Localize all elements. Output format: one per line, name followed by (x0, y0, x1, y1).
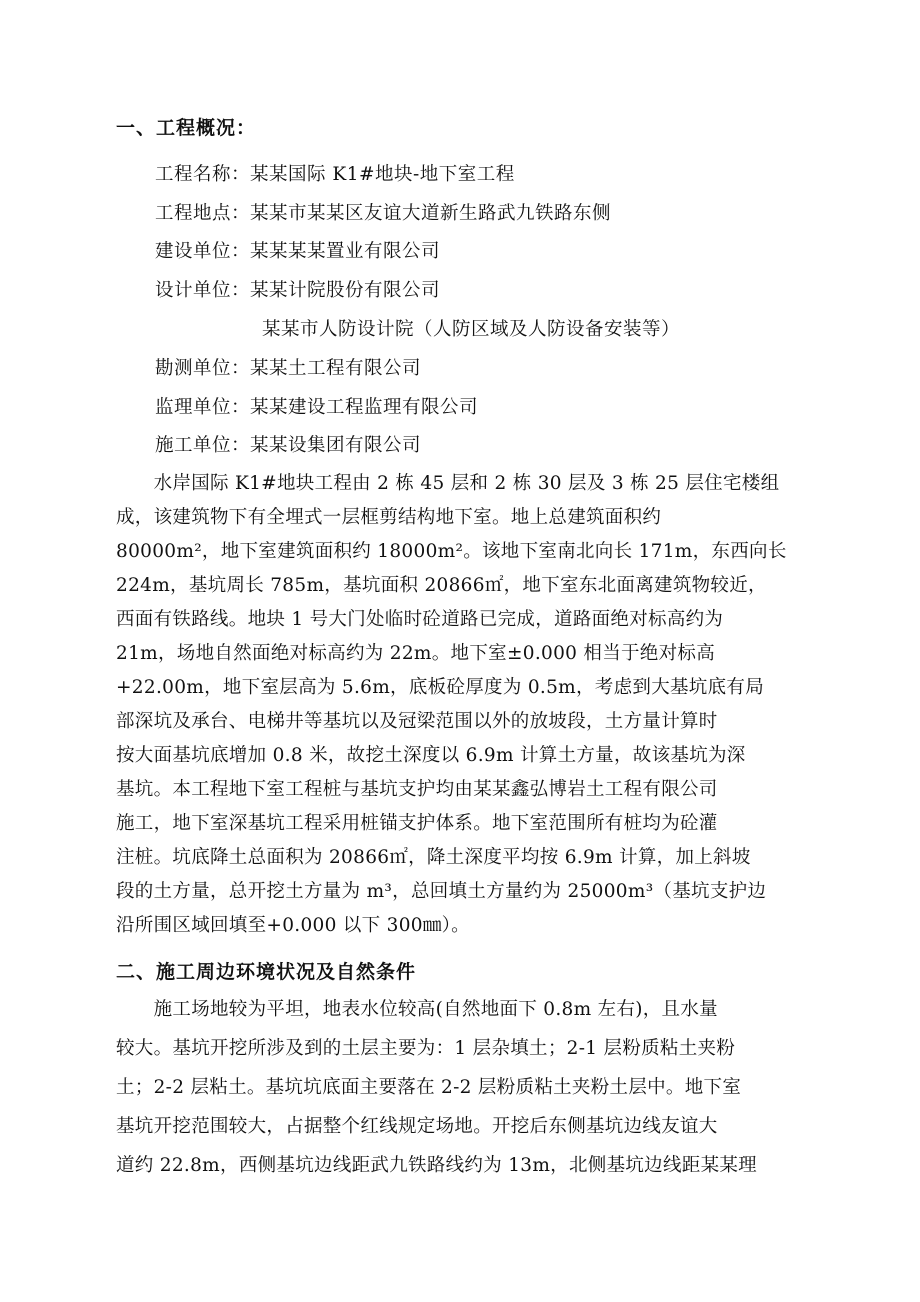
info-value: 某某设集团有限公司 (250, 435, 422, 456)
paragraph-line: 基坑。本工程地下室工程桩与基坑支护均由某某鑫弘博岩土工程有限公司 (116, 779, 718, 800)
paragraph-line: 注桩。坑底降土总面积为 20866㎡，降土深度平均按 6.9m 计算，加上斜坡 (116, 847, 751, 868)
info-label: 工程地点： (155, 203, 251, 224)
section-2-heading: 二、施工周边环境状况及自然条件 (116, 961, 417, 983)
info-label: 监理单位： (155, 397, 251, 418)
paragraph-line: 土；2-2 层粘土。基坑坑底面主要落在 2-2 层粉质粘土夹粉土层中。地下室 (116, 1077, 742, 1098)
info-value: 某某计院股份有限公司 (250, 280, 441, 301)
paragraph-line: 段的土方量，总开挖土方量为 m³，总回填土方量约为 25000m³（基坑支护边 (116, 881, 767, 902)
paragraph-line: 道约 22.8m，西侧基坑边线距武九铁路线约为 13m，北侧基坑边线距某某理 (116, 1155, 757, 1176)
info-design-unit-continued: 某某市人防设计院（人防区域及人防设备安装等） (262, 319, 681, 340)
paragraph-line: 施工场地较为平坦，地表水位较高(自然地面下 0.8m 左右)，且水量 (116, 999, 718, 1020)
paragraph-line: 21m，场地自然面绝对标高约为 22m。地下室±0.000 相当于绝对标高 (116, 643, 715, 664)
paragraph-line: 成，该建筑物下有全埋式一层框剪结构地下室。地上总建筑面积约 (116, 507, 662, 528)
info-value: 某某国际 K1#地块-地下室工程 (250, 164, 515, 185)
info-row-construction-unit (155, 237, 440, 263)
paragraph-line: 西面有铁路线。地块 1 号大门处临时砼道路已完成，道路面绝对标高约为 (116, 609, 724, 630)
info-row-project-location (155, 199, 611, 225)
paragraph-line: 部深坑及承台、电梯井等基坑以及冠梁范围以外的放坡段，土方量计算时 (116, 711, 718, 732)
info-label: 设计单位： (155, 280, 251, 301)
info-label: 施工单位： (155, 435, 251, 456)
info-row-design-unit (155, 276, 440, 302)
info-label: 工程名称： (155, 164, 251, 185)
info-value: 某某土工程有限公司 (250, 358, 422, 379)
paragraph-line: 按大面基坑底增加 0.8 米，故挖土深度以 6.9m 计算土方量，故该基坑为深 (116, 745, 746, 766)
paragraph-line: 224m，基坑周长 785m，基坑面积 20866㎡，地下室东北面离建筑物较近， (116, 575, 767, 596)
paragraph-line: 基坑开挖范围较大，占据整个红线规定场地。开挖后东侧基坑边线友谊大 (116, 1116, 718, 1137)
paragraph-line: +22.00m，地下室层高为 5.6m，底板砼厚度为 0.5m，考虑到大基坑底有局 (116, 677, 764, 698)
paragraph-line: 80000m²，地下室建筑面积约 18000m²。该地下室南北向长 171m，东西向长 (116, 541, 787, 562)
paragraph-line: 沿所围区域回填至+0.000 以下 300㎜）。 (116, 915, 470, 936)
paragraph-line: 施工，地下室深基坑工程采用桩锚支护体系。地下室范围所有桩均为砼灌 (116, 813, 718, 834)
info-value: 某某建设工程监理有限公司 (250, 397, 479, 418)
paragraph-line: 较大。基坑开挖所涉及到的土层主要为：1 层杂填土；2-1 层粉质粘土夹粉 (116, 1038, 736, 1059)
info-label: 建设单位： (155, 241, 251, 262)
paragraph-line: 水岸国际 K1#地块工程由 2 栋 45 层和 2 栋 30 层及 3 栋 25 层住宅楼组 (116, 473, 780, 494)
info-value: 某某市某某区友谊大道新生路武九铁路东侧 (250, 203, 612, 224)
info-label: 勘测单位： (155, 358, 251, 379)
info-row-survey-unit (155, 354, 421, 380)
info-row-contractor-unit (155, 431, 421, 457)
info-row-project-name (155, 160, 515, 186)
info-value: 某某某某置业有限公司 (250, 241, 441, 262)
info-row-supervision-unit (155, 393, 478, 419)
section-1-heading: 一、工程概况： (116, 117, 257, 139)
